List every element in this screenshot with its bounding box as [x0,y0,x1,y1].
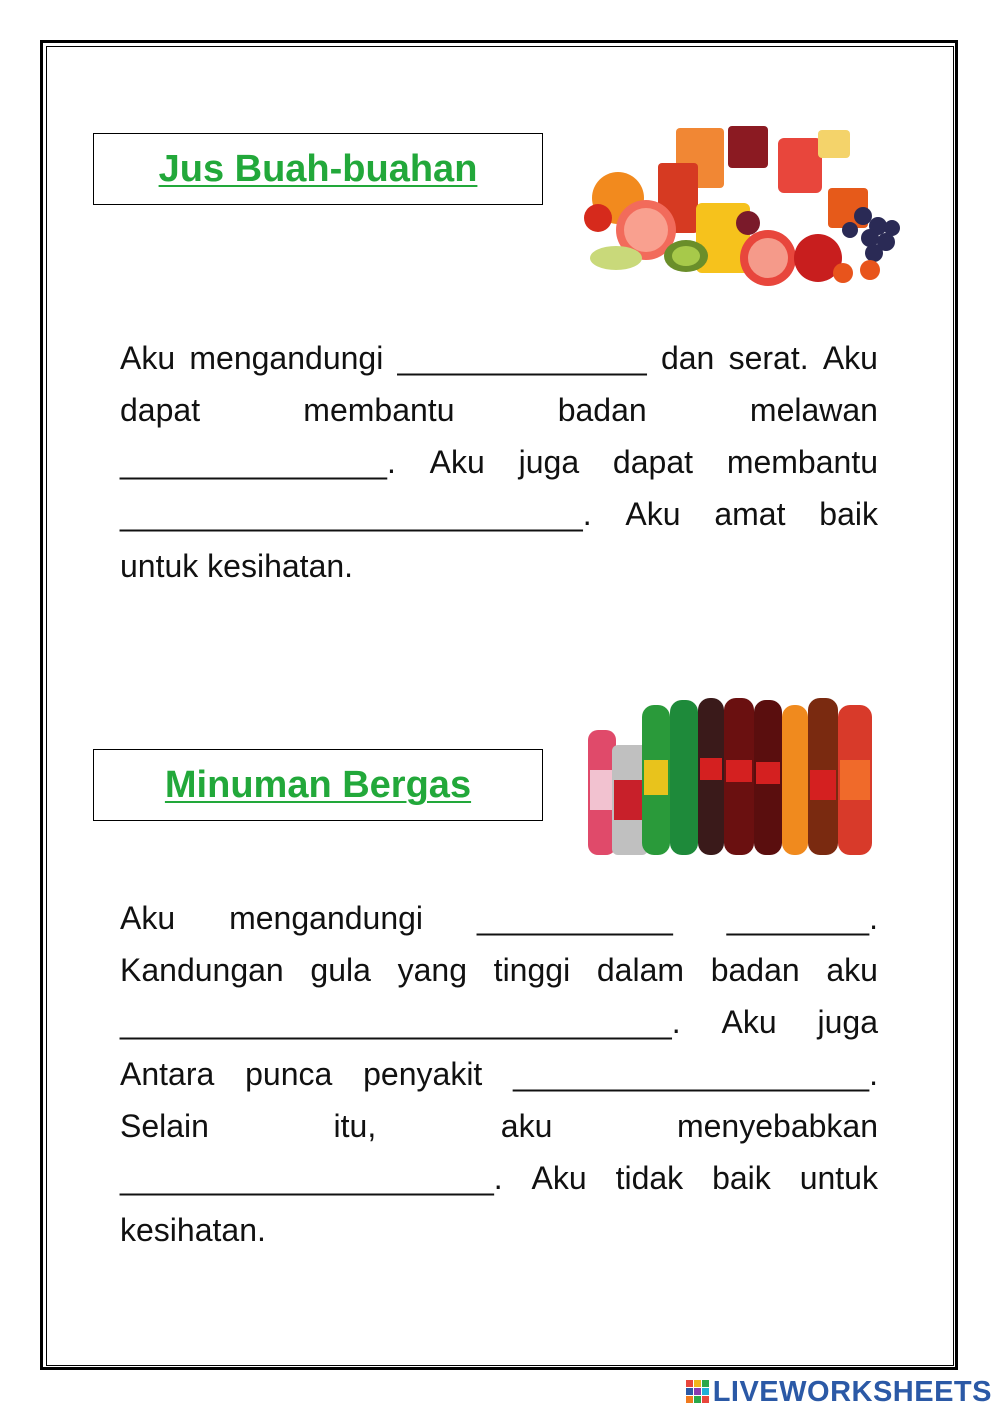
word: Aku [625,496,681,532]
section-title-soda: Minuman Bergas [164,763,472,806]
word: melawan [749,392,878,428]
word: Aku [120,900,176,936]
blank-field[interactable]: ________. [726,900,878,936]
liveworksheets-logo[interactable] [686,1375,992,1409]
word: yang [397,952,467,988]
word: dapat [120,392,201,428]
blank-field[interactable]: ____________________. [513,1056,878,1092]
word: Antara [120,1056,215,1092]
word: Selain [120,1108,209,1144]
section-title-box-soda [93,749,543,821]
word: dan [660,340,715,376]
blank-field[interactable]: _______________. [120,444,396,480]
word: untuk kesihatan. [120,548,354,584]
paragraph-juice [120,332,878,592]
word: gula [310,952,371,988]
word: aku [826,952,878,988]
word: Aku [120,340,176,376]
word: juga [518,444,580,480]
word: kesihatan. [120,1212,266,1248]
word: membantu [726,444,878,480]
paragraph-line [120,1204,878,1256]
paragraph-line [120,1152,878,1204]
word: dalam [596,952,685,988]
section-title-juice: Jus Buah-buahan [158,147,478,190]
section-title-box-juice [93,133,543,205]
word: Aku [429,444,485,480]
word: tinggi [493,952,571,988]
word: aku [500,1108,553,1144]
blank-field[interactable]: __________________________. [120,496,592,532]
fruit-juice-image [578,118,913,298]
word: menyebabkan [676,1108,878,1144]
paragraph-line [120,1100,878,1152]
word: mengandungi [229,900,424,936]
blank-field[interactable]: _____________________. [120,1160,503,1196]
word: membantu [303,392,455,428]
word: punca [245,1056,333,1092]
word: itu, [333,1108,377,1144]
word: Aku [531,1160,587,1196]
paragraph-line [120,1048,878,1100]
paragraph-line [120,892,878,944]
paragraph-soda [120,892,878,1256]
word: badan [710,952,800,988]
word: baik [712,1160,771,1196]
word: baik [819,496,878,532]
word: untuk [799,1160,878,1196]
paragraph-line [120,540,878,592]
paragraph-line [120,436,878,488]
paragraph-line [120,944,878,996]
blank-field[interactable]: ______________ [397,340,647,376]
paragraph-line [120,332,878,384]
word: penyakit [363,1056,483,1092]
blank-field[interactable]: _______________________________. [120,1004,681,1040]
paragraph-line [120,384,878,436]
word: serat. [728,340,809,376]
word: Kandungan [120,952,284,988]
paragraph-line [120,488,878,540]
liveworksheets-brand-text: LIVEWORKSHEETS [712,1375,992,1408]
word: Aku [721,1004,777,1040]
word: dapat [612,444,693,480]
word: Aku [822,340,878,376]
word: tidak [615,1160,684,1196]
blank-field[interactable]: ___________ [476,900,673,936]
word: mengandungi [189,340,384,376]
paragraph-line [120,996,878,1048]
liveworksheets-logo-icon [686,1380,710,1404]
word: badan [557,392,647,428]
word: juga [817,1004,878,1040]
soda-bottles-image [582,690,882,868]
word: amat [714,496,786,532]
